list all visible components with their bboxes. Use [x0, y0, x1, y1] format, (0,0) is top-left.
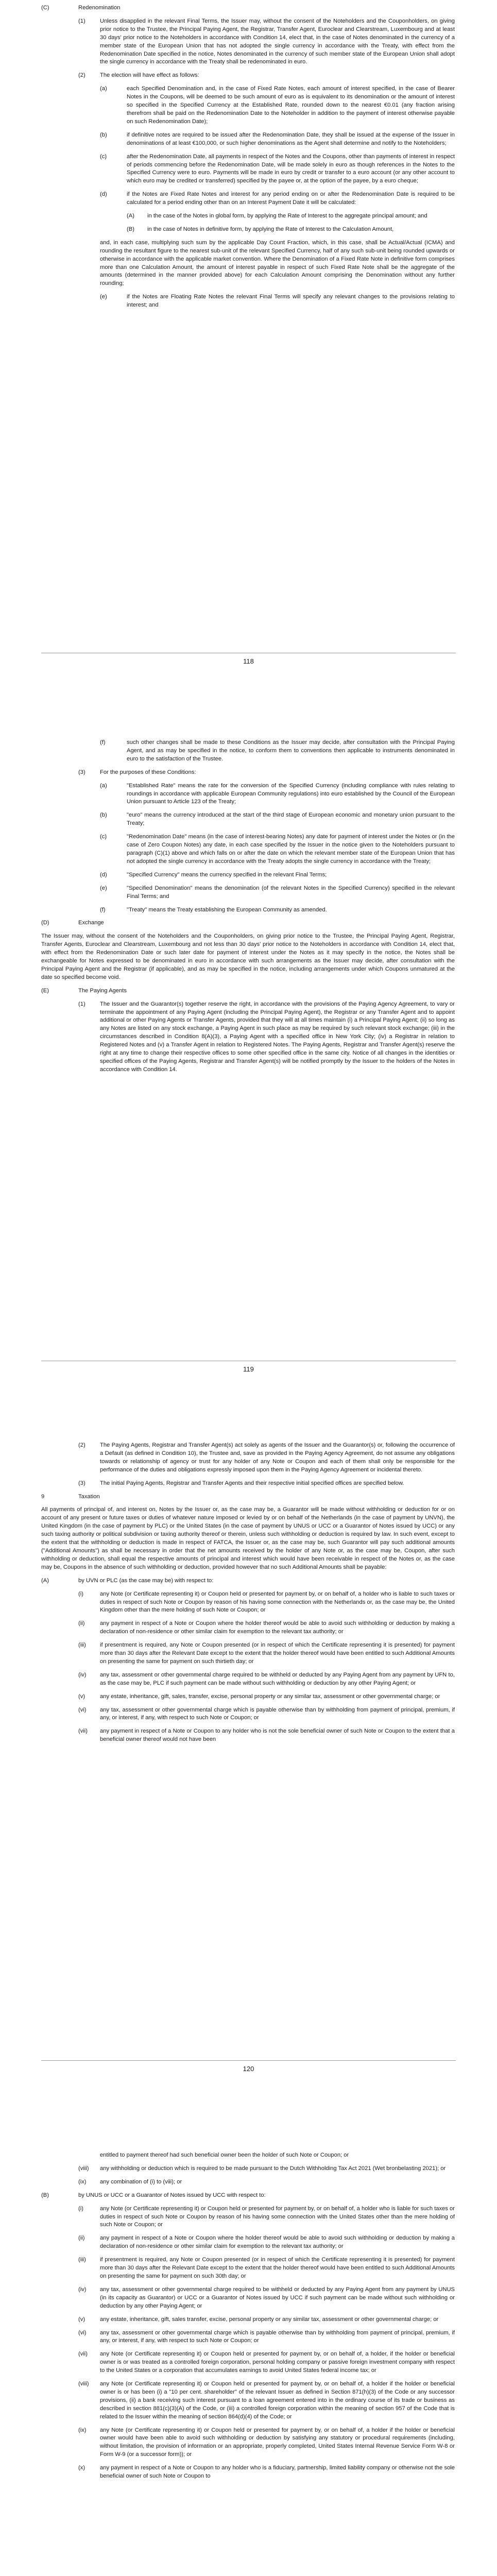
indent — [0, 987, 41, 995]
clause-item — [0, 1590, 497, 1615]
clause-text: entitled to payment thereof had such beneficial owner been the holder of such Note or Coupon; or — [100, 2152, 349, 2158]
clause-text: in the case of the Notes in global form, by applying the Rate of Interest to the aggregate principal amount; and — [147, 213, 427, 219]
indent — [0, 2165, 78, 2173]
clause-label: (d) — [100, 191, 107, 198]
indent — [0, 811, 100, 828]
indent — [0, 2286, 78, 2311]
indent — [0, 239, 100, 288]
indent — [0, 1001, 78, 1074]
clause-label: (1) — [78, 18, 85, 24]
clause-label: (b) — [100, 812, 107, 819]
clause-item — [0, 1493, 497, 1501]
clause-item — [0, 18, 497, 66]
clause-item — [0, 833, 497, 866]
clause-label: (C) — [41, 5, 49, 11]
clause-label: (ix) — [78, 2178, 87, 2185]
clause-label: (e) — [100, 885, 107, 891]
clause-text: each Specified Denomination and, in the case of Fixed Rate Notes, each amount of interest specified, in the case of Bearer Notes in the Coupons, will be deemed to be such amount of euro as is equivalent to its denomination or the amount of interest so specified in the Specified Currency at the Established Rate, rounded down to the nearest €0.01 (any fraction arising therefrom shall be paid on the Redenomination Date to the Noteholder in addition to the payment of interest otherwise payable on such Redenomination Date); — [127, 86, 455, 125]
clause-label: (f) — [100, 739, 106, 745]
clause-text: if presentment is required, any Note or Coupon presented (or in respect of which the Certificate representing it is presented) for payment more than 30 days after the Relevant Date except to the extent that the holder thereof would have been entitled to such Additional Amounts on presenting the same for payment on such thirtieth day; or — [100, 1642, 455, 1665]
indent — [0, 782, 100, 807]
clause-label: (vii) — [78, 1728, 88, 1735]
clause-text: any tax, assessment or other governmental charge which is payable otherwise than by withholding from payment of principal, premium, if any, or interest, if any, with respect to such Note or Coupon; or — [100, 2329, 455, 2344]
clause-label: (viii) — [78, 2381, 89, 2387]
clause-label: (A) — [41, 1577, 49, 1584]
page-118 — [0, 0, 497, 682]
indent — [0, 2234, 78, 2251]
indent — [0, 1480, 78, 1488]
clause-label: (E) — [41, 987, 49, 994]
clause-text: any estate, inheritance, gift, sales, transfer, excise, personal property or any similar tax, assessment or other governmental charge; or — [100, 1693, 440, 1700]
clause-text: The election will have effect as follows: — [100, 72, 199, 79]
clause-label: (3) — [78, 1480, 85, 1486]
clause-item — [0, 239, 497, 288]
indent — [0, 885, 100, 901]
clause-text: The initial Paying Agents, Registrar and Transfer Agents and their respective initial specified offices are specified below. — [100, 1480, 404, 1486]
indent — [0, 18, 78, 66]
clause-label: (vi) — [78, 1706, 87, 1713]
clause-text: "Redenomination Date" means (in the case of interest-bearing Notes) any date for payment of interest under the Notes or (in the case of Zero Coupon Notes) any date, in each case specified by the Issuer in the notice given to the Noteholders pursuant to paragraph (C)(1) above and which falls on or after the date on which the relevant member state of the European Union that has not adopted the single currency in accordance with the Treaty adopts the single currency in accordance with the Treaty; — [127, 834, 455, 865]
clause-item — [0, 1577, 497, 1585]
clause-item — [0, 811, 497, 828]
indent — [0, 769, 78, 777]
clause-item — [0, 4, 497, 12]
clause-item — [0, 1706, 497, 1723]
clause-text: by UNUS or UCC or a Guarantor of Notes issued by UCC with respect to: — [78, 2192, 266, 2198]
clause-text: by UVN or PLC (as the case may be) with respect to: — [78, 1577, 214, 1584]
clause-label: (a) — [100, 86, 107, 92]
indent — [0, 226, 127, 234]
clause-item — [0, 153, 497, 186]
indent — [0, 739, 100, 764]
clause-item — [0, 2256, 497, 2281]
clause-text: Unless disapplied in the relevant Final Terms, the Issuer may, without the consent of the Noteholders and the Couponholders, on giving prior notice to the Trustee, the Principal Paying Agent, the Registrar, Transfer Agent, Euroclear and Clearstream, Luxembourg and at least 30 days' prior notice to the Noteholders in accordance with Condition 14, elect that, in the case of Notes denominated in the currency of a member state of the European Union that has not adopted the single currency in accordance with the Treaty, with effect from the Redenomination Date specified in the notice, Notes denominated in the currency of such member state of the European Union shall adopt the single currency in accordance with the Treaty shall be redenominated in euro. — [100, 18, 455, 65]
clause-item — [0, 2329, 497, 2346]
clause-label: (i) — [78, 1590, 83, 1597]
clause-text: any Note (or Certificate representing it) or Coupon held or presented for payment by, or on behalf of, a holder if the holder or beneficial owner would have been able to avoid such withholding or deduction by satisfying any statutory or procedural requirements (including, without limitation, the provision of information or an appropriate, properly completed, United States Internal Revenue Service Form W-8 or Form W-9 (or a successor form)); or — [100, 2427, 455, 2458]
clause-item — [0, 2464, 497, 2481]
clause-item — [0, 906, 497, 914]
clause-label: (1) — [78, 1001, 85, 1007]
clause-label: (vi) — [78, 2329, 87, 2336]
page-121 — [0, 2090, 497, 2576]
clause-label: (B) — [41, 2192, 49, 2198]
clause-text: any Note (or Certificate representing it) or Coupon held or presented for payment by, or on behalf of, a holder who is liable for such taxes or duties in respect of such Note or Coupon by reason of his having some connection with the United States other than the mere holding of such Note or Coupon; or — [100, 2205, 455, 2228]
indent — [0, 2205, 78, 2230]
page-number: 118 — [41, 653, 456, 670]
indent — [0, 2316, 78, 2324]
indent — [0, 2427, 78, 2460]
page-body — [0, 2151, 497, 2576]
clause-item — [0, 72, 497, 80]
clause-item — [0, 1442, 497, 1475]
indent — [0, 1641, 78, 1666]
indent — [0, 2350, 78, 2375]
indent — [0, 919, 41, 927]
indent — [0, 72, 78, 80]
clause-label: (B) — [127, 226, 134, 232]
clause-text: any Note (or Certificate representing it) or Coupon held or presented for payment by, or on behalf of, a holder who is liable to such taxes or duties in respect of such Note or Coupon by reason of his having some connection with the Netherlands or, as the case may be, the United Kingdom other than the mere holding of such Note or Coupon; or — [100, 1590, 455, 1614]
clause-label: (viii) — [78, 2165, 89, 2172]
clause-text: such other changes shall be made to these Conditions as the Issuer may decide, after consultation with the Principal Paying Agent, and as may be specified in the notice, to conform them to conventions then applicable to instruments denominated in euro to the satisfaction of the Trustee. — [127, 739, 455, 762]
clause-text: if presentment is required, any Note or Coupon presented (or in respect of which the Certificate representing it is presented) for payment more than 30 days after the Relevant Date except to the extent that the holder thereof would have been entitled to such Additional Amounts on presenting the same for payment on such 30th day; or — [100, 2257, 455, 2279]
clause-text: "Treaty" means the Treaty establishing the European Community as amended. — [127, 906, 327, 913]
clause-item — [0, 1727, 497, 1744]
clause-label: (2) — [78, 72, 85, 79]
indent — [0, 85, 100, 126]
indent — [0, 2329, 78, 2346]
clause-item — [0, 2234, 497, 2251]
clause-item — [0, 226, 497, 234]
indent — [0, 2464, 78, 2481]
page-120 — [0, 1390, 497, 2090]
clause-item — [0, 2151, 497, 2160]
clause-item — [0, 212, 497, 221]
page-119 — [0, 682, 497, 1390]
clause-label: (A) — [127, 213, 134, 219]
clause-text: The Issuer may, without the consent of the Noteholders and the Couponholders, on giving prior notice to the Trustee, the Principal Paying Agent, Registrar, Transfer Agents, Euroclear and Clearstream, Luxembourg and not less than 30 days' prior notice to the Noteholders in accordance with Condition 14, elect that, with effect from the Redenomination Date or such later date for payment of interest under the Notes as it may specify in the notice, the Notes shall be exchangeable for Notes expressed to be denominated in euro in accordance with such arrangements as the Issuer may decide, after consultation with the Principal Paying Agent and the Registrar (if applicable), and as may be specified in the notice, including arrangements under which Coupons unmatured at the date so specified become void. — [41, 933, 455, 980]
indent — [0, 1442, 78, 1475]
clause-text: any payment in respect of a Note or Coupon to any holder who is not the sole beneficial owner of such Note or Coupon to the extent that a beneficial owner thereof would not have been — [100, 1728, 455, 1743]
clause-label: (iii) — [78, 2257, 86, 2263]
clause-text: "Established Rate" means the rate for the conversion of the Specified Currency (including compliance with rules relating to roundings in accordance with applicable European Community regulations) into euro established by the Council of the European Union pursuant to Article 123 of the Treaty; — [127, 782, 455, 805]
indent — [0, 1671, 78, 1688]
clause-item — [0, 2316, 497, 2324]
clause-item — [0, 933, 497, 981]
indent — [0, 2256, 78, 2281]
page-number: 120 — [41, 2060, 456, 2077]
clause-item — [0, 1671, 497, 1688]
clause-item — [0, 782, 497, 807]
clause-item — [0, 2350, 497, 2375]
clause-text: All payments of principal of, and interest on, Notes by the Issuer or, as the case may be, a Guarantor will be made without withholding or deduction for or on account of any present or future taxes or duties of whatever nature imposed or levied by or on behalf of the Netherlands (in the case of payment by UNVN), the United Kingdom (in the case of payment by PLC) or the United States (in the case of payment by UNUS or UCC or a Guarantor of Notes issued by UCC) or any such taxing authority or political subdivision or taxing authority thereof or therein, unless such withholding or deduction is required by law. In such event, except to the extent that the withholding or deduction is made in respect of FATCA, the Issuer or, as the case may be, such Guarantor will pay such additional amounts ("Additional Amounts") as shall be necessary in order that the net amounts received by the holder of any Note or, as the case may be, Coupon, after such withholding or deduction, shall equal the respective amounts of principal and interest which would have been receivable in respect of the Notes or, as the case may be, Coupons in the absence of such withholding or deduction, provided however that no such Additional Amounts shall be payable: — [41, 1506, 455, 1570]
clause-text: after the Redenomination Date, all payments in respect of the Notes and the Coupons, other than payments of interest in respect of periods commencing before the Redenomination Date, will be made solely in euro as though references in the Notes to the Specified Currency were to euro. Payments will be made in euro by credit or transfer to a euro account (or any other account to which euro may be credited or transferred) specified by the payee or, at the option of the payee, by a euro cheque; — [127, 153, 455, 184]
clause-item — [0, 1693, 497, 1701]
clause-label: (d) — [100, 871, 107, 878]
indent — [0, 833, 100, 866]
clause-text: Redenomination — [78, 5, 121, 11]
indent — [0, 1493, 41, 1501]
clause-text: Exchange — [78, 920, 104, 926]
clause-text: any tax, assessment or other governmental charge required to be withheld or deducted by any Paying Agent from any payment by UFN to, as the case may be, PLC if such payment can be made without such withholding or deduction by any other Paying Agent; or — [100, 1671, 455, 1686]
page-body — [0, 4, 497, 646]
clause-text: Taxation — [78, 1493, 100, 1500]
clause-text: any estate, inheritance, gift, sales transfer, excise, personal property or any similar tax, assessment or other governmental charge; or — [100, 2316, 439, 2323]
clause-label: (i) — [78, 2205, 83, 2212]
indent — [0, 933, 41, 981]
indent — [0, 4, 41, 12]
clause-label: (ii) — [78, 1620, 85, 1627]
clause-item — [0, 2165, 497, 2173]
clause-text: any tax, assessment or other governmental charge required to be withheld or deducted by any Paying Agent from any payment by UNUS (in its capacity as Guarantor) or UCC or a Guarantor of Notes issued by UCC if such payment can be made without such withholding or deduction by any other Paying Agent; or — [100, 2286, 455, 2309]
indent — [0, 191, 100, 207]
indent — [0, 293, 100, 310]
clause-text: For the purposes of these Conditions: — [100, 769, 196, 775]
indent — [0, 1620, 78, 1636]
clause-item — [0, 1480, 497, 1488]
clause-label: (v) — [78, 1693, 85, 1700]
indent — [0, 2192, 41, 2200]
clause-label: (D) — [41, 920, 49, 926]
clause-text: any payment in respect of a Note or Coupon to any holder who is a fiduciary, partnership, limited liability company or otherwise not the sole beneficial owner of such Note or Coupon to — [100, 2465, 455, 2480]
indent — [0, 1706, 78, 1723]
clause-text: The Paying Agents — [78, 987, 127, 994]
clause-label: (iii) — [78, 1642, 86, 1649]
clause-label: (a) — [100, 782, 107, 789]
clause-text: if definitive notes are required to be issued after the Redenomination Date, they shall be issued at the expense of the Issuer in denominations of at least €100,000, or such higher denominations as the Agent shall determine and notify to the Noteholders; — [127, 131, 455, 146]
page-body — [0, 1442, 497, 2054]
indent — [0, 1590, 78, 1615]
clause-item — [0, 769, 497, 777]
indent — [0, 906, 100, 914]
clause-item — [0, 919, 497, 927]
clause-label: (ii) — [78, 2235, 85, 2242]
clause-label: (2) — [78, 1442, 85, 1448]
indent — [0, 2380, 78, 2421]
clause-label: (vii) — [78, 2351, 88, 2358]
clause-label: (x) — [78, 2465, 85, 2471]
clause-text: and, in each case, multiplying such sum by the applicable Day Count Fraction, which, in this case, shall be Actual/Actual (ICMA) and rounding the resultant figure to the nearest sub-unit of the relevant Specified Currency, half of any such sub-unit being rounded upwards or otherwise in accordance with the applicable market convention. Where the Denomination of a Fixed Rate Note in definitive form comprises more than one Calculation Amount, the amount of interest payable in respect of such Fixed Rate Note shall be the aggregate of the amounts (determined in the manner provided above) for each Calculation Amount comprising the Denomination without any further rounding; — [100, 239, 455, 287]
page-number: 119 — [41, 1361, 456, 1378]
clause-text: any Note (or Certificate representing it) or Coupon held or presented for payment by, or on behalf of, a holder, if the holder or beneficial owner is or was treated as a controlled foreign corporation, personal holding company or passive foreign investment company with respect to the United States or a corporation that accumulates earnings to avoid United States federal income tax; or — [100, 2351, 455, 2374]
indent — [0, 1506, 41, 1571]
clause-text: "Specified Currency" means the currency specified in the relevant Final Terms; — [127, 871, 327, 878]
clause-item — [0, 2427, 497, 2460]
clause-text: any tax, assessment or other governmental charge which is payable otherwise than by withholding from payment of principal, premium, if any, or interest, if any, with respect to such Note or Coupon; or — [100, 1706, 455, 1721]
clause-text: any payment in respect of a Note or Coupon where the holder thereof would be able to avoid such withholding or deduction by making a declaration of non-residence or other similar claim for exemption to the relevant tax authority; or — [100, 2235, 455, 2250]
indent — [0, 212, 127, 221]
indent — [0, 131, 100, 148]
clause-item — [0, 739, 497, 764]
clause-item — [0, 885, 497, 901]
clause-item — [0, 191, 497, 207]
page-body — [0, 739, 497, 1354]
clause-item — [0, 131, 497, 148]
clause-item — [0, 2205, 497, 2230]
indent — [0, 1577, 41, 1585]
clause-text: any withholding or deduction which is required to be made pursuant to the Dutch Withholding Tax Act 2021 (Wet bronbelasting 2021); or — [100, 2165, 446, 2172]
clause-label: (v) — [78, 2316, 85, 2323]
clause-label: (b) — [100, 131, 107, 138]
clause-text: The Paying Agents, Registrar and Transfer Agent(s) act solely as agents of the Issuer and the Guarantor(s) or, following the occurrence of a Default (as defined in Condition 10), the Trustee and, save as provided in the Paying Agency Agreement, do not assume any obligations towards or relationship of agency or trust for any holder of any Note or Coupon and each of them shall only be responsible for the performance of the duties and obligations expressly imposed upon them in the Paying Agency Agreement or incidental thereto. — [100, 1442, 455, 1473]
clause-text: "Specified Denomination" means the denomination (of the relevant Notes in the Specified Currency) specified in the relevant Final Terms; and — [127, 885, 455, 900]
clause-text: The Issuer and the Guarantor(s) together reserve the right, in accordance with the provisions of the Paying Agency Agreement, to vary or terminate the appointment of any Paying Agent (including the Principal Paying Agent), the Registrar or any Transfer Agent and to appoint additional or other Paying Agents or Transfer Agents, provided that they will at all times maintain (i) a Principal Paying Agent; (ii) so long as any Notes are listed on any stock exchange, a Paying Agent in such place as may be required by such relevant stock exchange; (iii) in the circumstances described in Condition 8(A)(3), a Paying Agent with a specified office in New York City; (iv) a Registrar in relation to Registered Notes and (v) a Transfer Agent in relation to Registered Notes. The Paying Agents, Registrar and Transfer Agent(s) reserve the right at any time to change their respective offices to some other specified office in the same city. Notice of all changes in the identities or specified offices of the Paying Agents, Registrar and Transfer Agent(s) will be notified promptly by the Issuer to the holders of the Notes in accordance with Condition 14. — [100, 1001, 455, 1073]
indent — [0, 871, 100, 879]
clause-text: any Note (or Certificate representing it) or Coupon held or presented for payment by, or on behalf of, a holder if the holder or beneficial owner is or has been (i) a "10 per cent. shareholder" of the relevant Issuer as defined in Section 871(h)(3) of the Code or any successor provisions, (ii) a bank receiving such interest pursuant to a loan agreement entered into in the ordinary course of its trade or business as described in section 881(c)(3)(A) of the Code, or (iii) a controlled foreign corporation within the meaning of section 957 of the Code that is related to the Issuer within the meaning of section 864(d)(4) of the Code; or — [100, 2381, 455, 2420]
clause-item — [0, 1641, 497, 1666]
clause-item — [0, 2178, 497, 2187]
clause-label: (e) — [100, 294, 107, 300]
clause-text: "euro" means the currency introduced at the start of the third stage of European economic and monetary union pursuant to the Treaty; — [127, 812, 455, 827]
clause-text: any combination of (i) to (viii); or — [100, 2178, 182, 2185]
clause-item — [0, 987, 497, 995]
clause-label: (3) — [78, 769, 85, 775]
clause-item — [0, 2286, 497, 2311]
clause-item — [0, 2380, 497, 2421]
indent — [0, 2178, 78, 2187]
clause-label: (iv) — [78, 1671, 87, 1678]
clause-item — [0, 85, 497, 126]
clause-label: (ix) — [78, 2427, 87, 2433]
clause-label: (iv) — [78, 2286, 87, 2293]
indent — [0, 1727, 78, 1744]
clause-text: in the case of Notes in definitive form, by applying the Rate of Interest to the Calculation Amount, — [147, 226, 394, 232]
clause-item — [0, 2192, 497, 2200]
clause-text: if the Notes are Floating Rate Notes the relevant Final Terms will specify any relevant changes to the provisions relating to interest; and — [127, 294, 455, 309]
clause-label: 9 — [41, 1493, 45, 1500]
clause-item — [0, 1001, 497, 1074]
clause-item — [0, 1620, 497, 1636]
clause-item — [0, 1506, 497, 1571]
indent — [0, 1693, 78, 1701]
clause-item — [0, 871, 497, 879]
indent — [0, 2151, 100, 2160]
clause-label: (f) — [100, 906, 106, 913]
clause-item — [0, 293, 497, 310]
clause-text: any payment in respect of a Note or Coupon where the holder thereof would be able to avoid such withholding or deduction by making a declaration of non-residence or other similar claim for exemption to the relevant tax authority; or — [100, 1620, 455, 1635]
clause-label: (c) — [100, 834, 107, 840]
indent — [0, 153, 100, 186]
clause-text: if the Notes are Fixed Rate Notes and interest for any period ending on or after the Redenomination Date is required to be calculated for a period ending other than on an Interest Payment Date it will be calculated: — [127, 191, 455, 206]
clause-label: (c) — [100, 153, 107, 160]
